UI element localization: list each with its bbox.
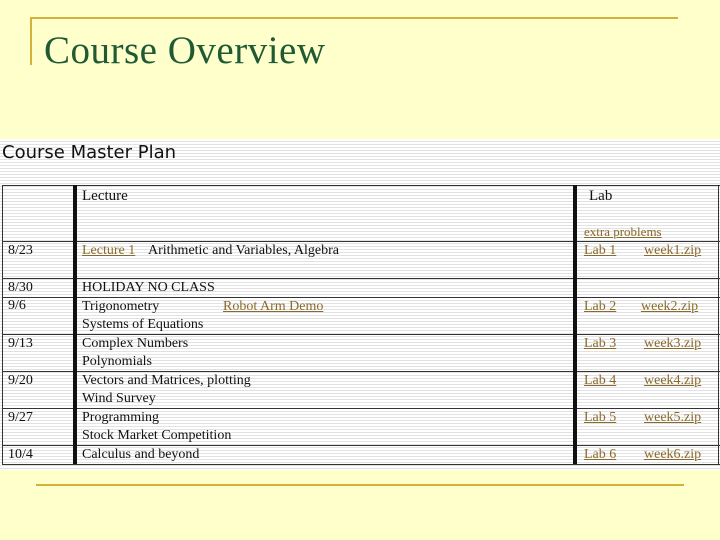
table-rule (73, 185, 77, 464)
lecture-topic: Polynomials (82, 354, 153, 369)
zip-link[interactable]: week3.zip (644, 336, 702, 351)
lab-link[interactable]: Lab 1 (584, 243, 617, 258)
zip-link[interactable]: week6.zip (644, 447, 702, 462)
row-date: 9/20 (8, 373, 33, 388)
plan-title: Course Master Plan (2, 142, 177, 163)
lecture-topic: Wind Survey (82, 391, 156, 406)
lecture-topic: Complex Numbers (82, 336, 189, 351)
lab-link[interactable]: Lab 3 (584, 336, 617, 351)
row-date: 8/30 (8, 280, 33, 295)
lecture-topic: Stock Market Competition (82, 428, 232, 443)
zip-link[interactable]: week1.zip (644, 243, 702, 258)
table-rule (2, 185, 720, 186)
row-date: 9/27 (8, 410, 33, 425)
zip-link[interactable]: week5.zip (644, 410, 702, 425)
zip-link[interactable]: week2.zip (641, 299, 699, 314)
lecture-topic: Programming (82, 410, 159, 425)
lecture-topic: Calculus and beyond (82, 447, 200, 462)
lecture-topic: HOLIDAY NO CLASS (82, 280, 215, 295)
lab-link[interactable]: Lab 6 (584, 447, 617, 462)
extra-problems-link[interactable]: extra problems (584, 224, 662, 239)
lecture-topic: Arithmetic and Variables, Algebra (148, 243, 340, 258)
row-date: 10/4 (8, 447, 33, 462)
header-lab: Lab (589, 188, 613, 204)
lab-link[interactable]: Lab 5 (584, 410, 617, 425)
row-date: 9/6 (8, 298, 26, 313)
left-rule (30, 17, 32, 65)
plan-table (0, 139, 720, 470)
lab-link[interactable]: Lab 4 (584, 373, 617, 388)
table-rule (2, 464, 720, 465)
lecture-topic: Systems of Equations (82, 317, 204, 332)
course-plan-panel (0, 139, 720, 470)
table-rule (573, 185, 577, 464)
table-rule (2, 185, 3, 464)
slide-title: Course Overview (44, 29, 326, 72)
row-date: 8/23 (8, 243, 33, 258)
lecture-topic: Trigonometry (82, 299, 160, 314)
lab-link[interactable]: Lab 2 (584, 299, 617, 314)
zip-link[interactable]: week4.zip (644, 373, 702, 388)
top-rule (30, 17, 678, 19)
header-lecture: Lecture (82, 188, 128, 204)
row-date: 9/13 (8, 336, 33, 351)
table-rule (718, 185, 719, 464)
lecture-link[interactable]: Lecture 1 (82, 243, 136, 258)
lecture-topic: Vectors and Matrices, plotting (82, 373, 251, 388)
demo-link[interactable]: Robot Arm Demo (223, 299, 324, 314)
bottom-rule (36, 484, 684, 486)
